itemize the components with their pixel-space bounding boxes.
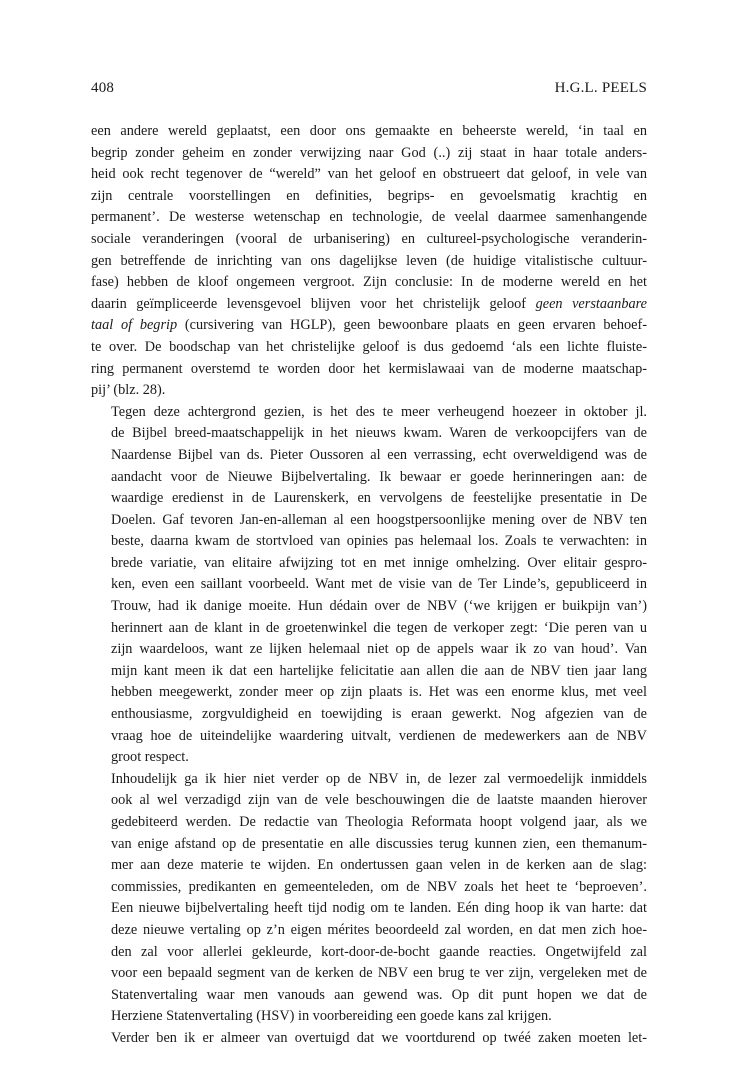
text-line [91,942,647,964]
text-line [91,704,647,726]
text-line [91,553,647,575]
text-line [91,121,647,143]
text-line [91,402,647,424]
text-line [91,510,647,532]
text-line [91,272,647,294]
text-segment: te over. De boodschap van het christelijke geloof is dus gedoemd ‘als een lichte fluiste- [91,338,647,355]
text-line [91,661,647,683]
text-segment: Statenvertaling waar men vanouds aan gewend was. Op dit punt hopen we dat de [111,986,647,1003]
text-segment: begrip zonder geheim en zonder verwijzing naar God (..) zij staat in haar totale anders- [91,144,647,161]
text-segment: de Bijbel breed-maatschappelijk in het nieuws kwam. Waren de verkoopcijfers van de [111,425,647,442]
paragraph [91,402,647,769]
text-segment: zijn centrale voorstellingen en definities, begrips- en gevoelsmatig krachtig en [91,187,647,204]
page-number: 408 [91,80,115,96]
text-line [91,618,647,640]
text-line [91,164,647,186]
text-segment: zijn waardeloos, want ze lijken helemaal niet op de appels waar ik zo van houd’. Van [111,641,647,658]
text-segment: Verder ben ik er almeer van overtuigd dat we voortdurend op twéé zaken moeten let- [111,1029,647,1046]
text-segment: (cursivering van HGLP), geen bewoonbare plaats en geen ervaren behoef- [177,317,648,334]
paragraph [91,1028,647,1050]
text-line [91,423,647,445]
text-line [91,445,647,467]
text-line [91,920,647,942]
text-segment: groot respect. [111,749,189,766]
italic-text: geen verstaanbare [535,295,647,312]
text-segment: brede variatie, van elitaire afwijzing tot en met innige omhelzing. Over elitair gespro- [111,554,647,571]
text-line [91,682,647,704]
text-segment: mer aan deze materie te wijden. En ondertussen gaan velen in de kerken aan de slag: [111,857,647,874]
text-line [91,963,647,985]
text-segment: Inhoudelijk ga ik hier niet verder op de NBV in, de lezer zal vermoedelijk inmiddels [111,770,647,787]
text-line [91,1006,647,1028]
running-head [91,78,647,98]
text-line [91,985,647,1007]
italic-text: taal of begrip [91,317,178,334]
text-segment: Herziene Statenvertaling (HSV) in voorbereiding een goede kans zal krijgen. [111,1008,552,1025]
text-segment: deze nieuwe vertaling op z’n eigen mérites beoordeeld zal worden, en dat men zich hoe- [111,921,647,938]
text-line [91,898,647,920]
text-line [91,812,647,834]
text-segment: beste, daarna kwam de stortvloed van opinies pas helemaal los. Zoals te verwachten: in [111,533,647,550]
text-line [91,186,647,208]
text-segment: daarin geïmpliceerde levensgevoel blijven voor het christelijk geloof [91,295,536,312]
text-segment: sociale veranderingen (vooral de urbanisering) en cultureel-psychologische veranderin- [91,230,647,247]
text-line [91,337,647,359]
text-line [91,488,647,510]
text-segment: den zal voor allerlei gekleurde, kort-door-de-bocht gaande reacties. Ongetwijfeld zal [111,943,647,960]
text-segment: ken, even een saillant voorbeeld. Want met de visie van de Ter Linde’s, gepubliceerd in [111,576,647,593]
paragraph [91,769,647,1028]
text-segment: Een nieuwe bijbelvertaling heeft tijd nodig om te landen. Eén ding hoop ik van harte: dat [111,900,647,917]
text-line [91,769,647,791]
text-segment: herinnert aan de klant in de groetenwinkel die tegen de verkoper zegt: ‘Die peren van u [111,619,647,636]
text-segment: ook al wel verzadigd zijn van de vele beschouwingen die de laatste maanden hierover [111,792,647,809]
text-segment: vraag hoe de uiteindelijke waardering uitvalt, verdienen de medewerkers aan de NBV [111,727,647,744]
text-line [91,877,647,899]
text-segment: pij’ (blz. 28). [91,382,166,399]
text-line [91,229,647,251]
text-line [91,531,647,553]
text-line [91,251,647,273]
text-line [91,596,647,618]
text-segment: Naardense Bijbel van ds. Pieter Oussoren al een verrassing, echt overweldigend was de [111,446,647,463]
paragraph [91,121,647,402]
text-line [91,207,647,229]
text-segment: Tegen deze achtergrond gezien, is het des te meer verheugend hoezeer in oktober jl. [111,403,647,420]
text-line [91,1028,647,1050]
text-line [91,747,647,769]
text-segment: van enige afstand op de presentatie en alle discussies terug kunnen zien, een themanum- [111,835,647,852]
text-segment: gedebiteerd werden. De redactie van Theologia Reformata hoopt volgend jaar, als we [111,814,647,830]
text-line [91,726,647,748]
text-line [91,380,647,402]
text-segment: mijn kant meen ik dat een hartelijke felicitatie aan allen die aan de NBV tien jaar lang [111,662,647,679]
text-segment: voor een bepaald segment van de kerken de NBV een brug te ver zijn, vergeleken met de [111,965,647,982]
text-segment: heid ook recht tegenover de “wereld” van het geloof en obstrueert dat geloof, in vele van [91,166,647,183]
text-segment: gen betreffende de inrichting van ons dagelijkse leven (de huidige vitalistische cultuur- [91,252,647,269]
text-segment: aandacht voor de Nieuwe Bijbelvertaling. Ik bewaar er goede herinneringen aan: de [111,468,647,485]
text-segment: commissies, predikanten en gemeenteleden, om de NBV zoals het heet te ‘beproeven’. [111,878,647,895]
text-line [91,143,647,165]
text-line [91,834,647,856]
text-line [91,790,647,812]
text-segment: waardige eredienst in de Laurenskerk, en vervolgens de feestelijke presentatie in De [111,490,647,507]
text-segment: Doelen. Gaf tevoren Jan-en-alleman al een hoogstpersoonlijke mening over de NBV ten [111,511,647,528]
text-line [91,294,647,316]
text-segment: ring permanent overstemd te worden door het kermislawaai van de moderne maatschap- [91,360,647,377]
text-line [91,315,647,337]
text-segment: een andere wereld geplaatst, een door ons gemaakte en beheerste wereld, ‘in taal en [91,123,647,139]
text-line [91,639,647,661]
running-head-author: H.G.L. PEELS [554,80,647,96]
text-line [91,467,647,489]
text-segment: Trouw, had ik danige moeite. Hun dédain over de NBV (‘we krijgen er buikpijn van’) [111,598,647,615]
text-segment: hebben meegewerkt, zonder meer op zijn plaats is. Het was een enorme klus, met veel [111,684,647,701]
text-segment: enthousiasme, zorgvuldigheid en toewijding is eraan gewerkt. Nog afgezien van de [111,706,647,723]
body-text [91,121,647,1050]
text-segment: fase) hebben de kloof ongemeen vergroot. Zijn conclusie: In de moderne wereld en het [91,274,647,291]
text-line [91,359,647,381]
text-segment: permanent’. De westerse wetenschap en technologie, de veelal daarmee samenhangende [91,209,647,226]
text-line [91,574,647,596]
text-line [91,855,647,877]
